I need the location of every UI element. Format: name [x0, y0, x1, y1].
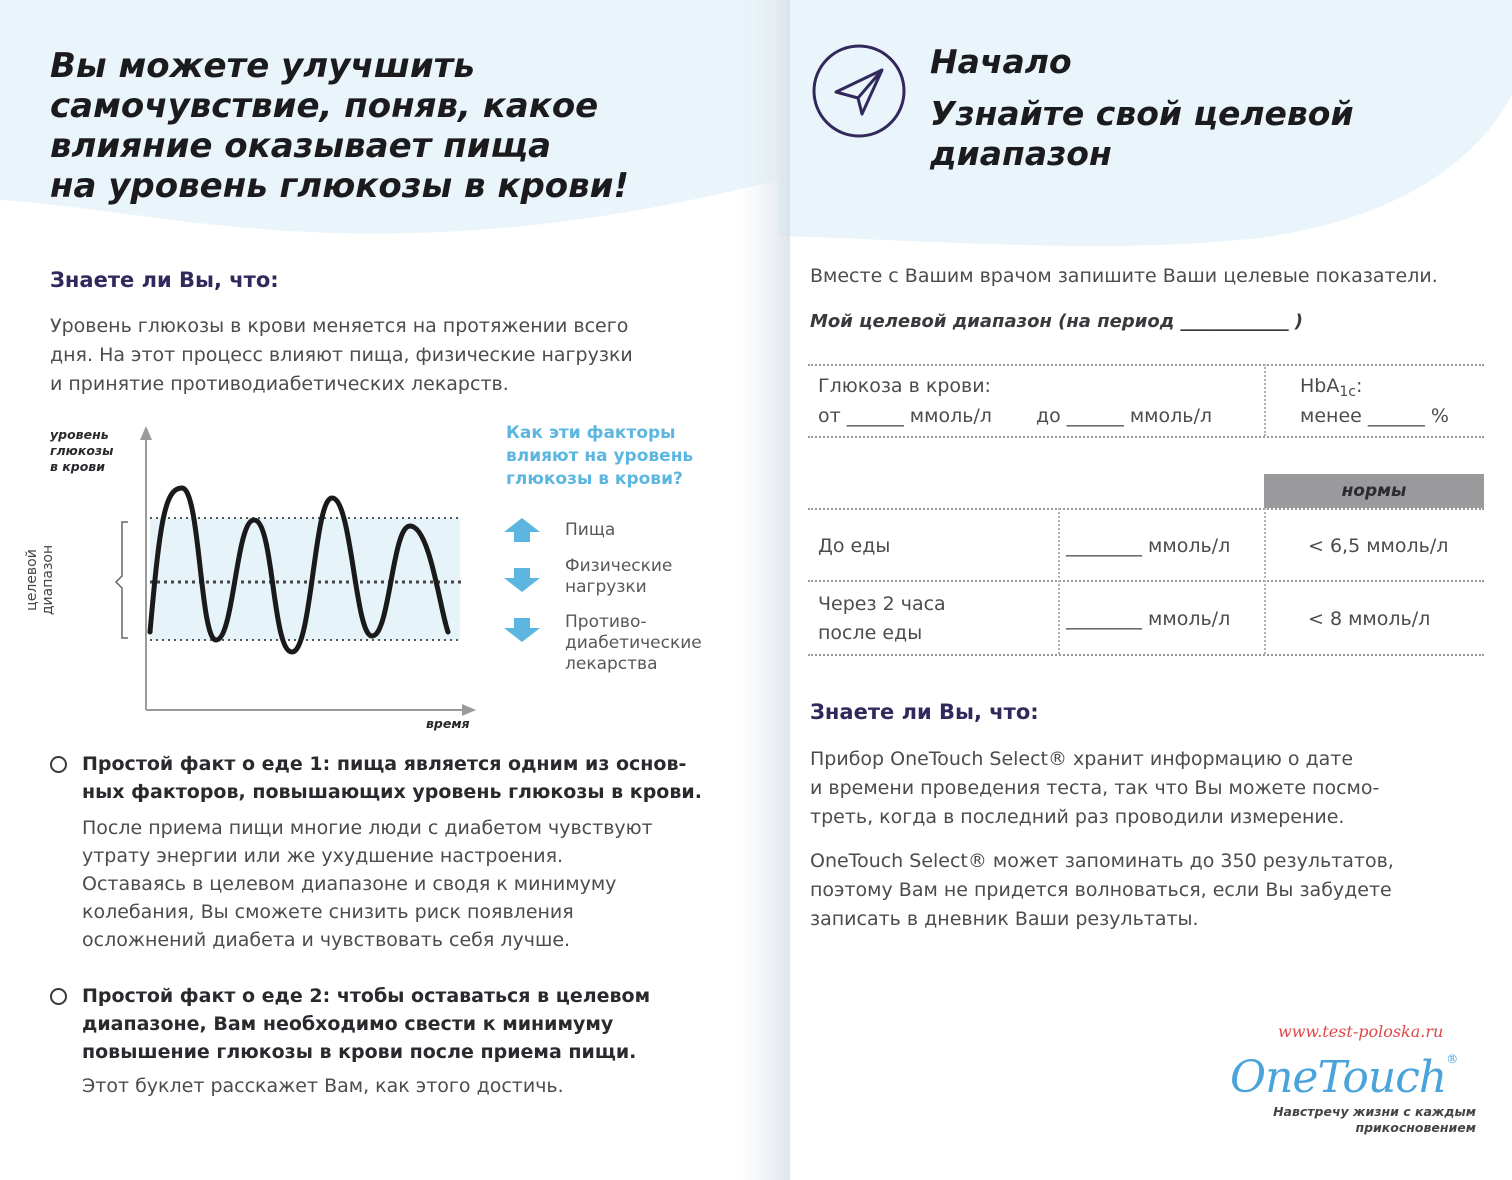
factor-label: Противо- — [565, 612, 647, 632]
question-line: влияют на уровень — [506, 446, 694, 466]
row-label: До еды — [818, 535, 891, 557]
x-axis-arrow — [462, 704, 476, 716]
tagline-line: прикосновением — [1355, 1120, 1476, 1135]
fact-body-line: утрату энергии или же ухудшение настроения. — [82, 845, 564, 867]
brand-tagline — [1258, 1104, 1476, 1136]
paragraph-line: OneTouch Select® может запоминать до 350 результатов, — [810, 850, 1394, 872]
intro-line: дня. На этот процесс влияют пища, физические нагрузки — [50, 344, 633, 366]
norms-header: нормы — [1264, 474, 1484, 508]
website-link[interactable]: www.test-poloska.ru — [1278, 1022, 1444, 1041]
headline-line: самочувствие, поняв, какое — [50, 86, 599, 126]
glucose-label: Глюкоза в крови: — [818, 375, 991, 397]
fact-title-line: ных факторов, повышающих уровень глюкозы в крови. — [82, 781, 702, 803]
factor-label: Физические — [565, 556, 673, 576]
fact-body — [82, 1072, 742, 1100]
circle-bullet-icon — [50, 756, 67, 773]
fact-body-line: колебания, Вы сможете снизить риск появления — [82, 901, 574, 923]
hba1c-text: HbA — [1300, 375, 1340, 397]
factor-medication — [565, 612, 702, 675]
fact-body-line: Этот буклет расскажет Вам, как этого достичь. — [82, 1075, 564, 1097]
row-label-line: после еды — [818, 622, 923, 644]
fact-body-line: После приема пищи многие люди с диабетом чувствуют — [82, 817, 653, 839]
row-norm: < 6,5 ммоль/л — [1308, 535, 1449, 557]
table-divider — [808, 654, 1484, 656]
headline-line: диапазон — [930, 134, 1112, 173]
intro-line: и принятие противодиабетических лекарств. — [50, 373, 509, 395]
factor-label: Пища — [565, 520, 616, 540]
hba1c-subscript: 1c — [1339, 384, 1356, 400]
factor-label: лекарства — [565, 654, 658, 674]
arrow-down-icon — [502, 616, 542, 644]
intro-line: Уровень глюкозы в крови меняется на протяжении всего — [50, 315, 629, 337]
fact-body — [82, 814, 742, 954]
x-axis-label: время — [426, 716, 470, 731]
fact-title-line: диапазоне, Вам необходимо свести к минимуму — [82, 1013, 614, 1035]
headline-line: Начало — [930, 42, 1072, 81]
factor-label: диабетические — [565, 633, 702, 653]
headline-line: влияние оказывает пища — [50, 126, 552, 166]
question-line: Как эти факторы — [506, 423, 676, 443]
paragraph-line: и времени проведения теста, так что Вы можете посмо- — [810, 777, 1380, 799]
range-bracket — [116, 522, 128, 638]
table-divider — [808, 580, 1484, 582]
table-divider — [808, 436, 1484, 438]
hba1c-value: менее ______ % — [1300, 405, 1449, 427]
fact-title-line: Простой факт о еде 1: пища является одним из основ- — [82, 753, 687, 775]
paragraph-line: поэтому Вам не придется волноваться, если Вы забудете — [810, 879, 1392, 901]
paragraph-line: треть, когда в последний раз проводили измерение. — [810, 806, 1345, 828]
fact-title — [82, 982, 742, 1066]
cursor-arrow-icon — [810, 42, 908, 140]
hba1c-colon: : — [1355, 375, 1363, 397]
row-norm: < 8 ммоль/л — [1308, 608, 1431, 630]
intro-paragraph — [50, 312, 633, 399]
table-divider — [1264, 508, 1266, 654]
fact-title-line: Простой факт о еде 2: чтобы оставаться в целевом — [82, 985, 651, 1007]
range-label-line: целевой — [24, 549, 40, 611]
row-label-line: Через 2 часа — [818, 593, 946, 615]
circle-bullet-icon — [50, 988, 67, 1005]
factor-food — [565, 520, 615, 541]
table-divider — [808, 508, 1484, 510]
memory-paragraph-1 — [810, 745, 1379, 832]
range-label-line: диапазон — [40, 544, 56, 616]
fact-title — [82, 750, 742, 806]
headline-line: Узнайте свой целевой — [930, 94, 1354, 133]
fact-body-line: Оставаясь в целевом диапазоне и сводя к минимуму — [82, 873, 617, 895]
glucose-from: от ______ ммоль/л — [818, 405, 992, 427]
memory-paragraph-2 — [810, 847, 1394, 934]
table-divider — [1058, 508, 1060, 654]
factor-label: нагрузки — [565, 577, 647, 597]
left-headline — [50, 46, 730, 206]
row-value: ________ ммоль/л — [1066, 535, 1231, 557]
paragraph-line: Прибор OneTouch Select® хранит информацию о дате — [810, 748, 1354, 770]
glucose-to: до ______ ммоль/л — [1036, 405, 1213, 427]
factor-exercise — [565, 556, 672, 598]
intro-text: Вместе с Вашим врачом запишите Ваши целевые показатели. — [810, 265, 1438, 287]
did-you-know-title: Знаете ли Вы, что: — [810, 700, 1039, 724]
row-label — [818, 590, 946, 648]
fact-body-line: осложнений диабета и чувствовать себя лучше. — [82, 929, 571, 951]
table-divider — [1264, 364, 1266, 436]
target-range-line: Мой целевой диапазон (на период ____________ ) — [810, 311, 1304, 332]
table-divider — [808, 364, 1484, 366]
arrow-down-icon — [502, 566, 542, 594]
y-axis-label-line: в крови — [50, 459, 105, 474]
row-value: ________ ммоль/л — [1066, 608, 1231, 630]
booklet-spine — [740, 0, 790, 1180]
fact-title-line: повышение глюкозы в крови после приема пищи. — [82, 1041, 637, 1063]
logo-registered-mark: ® — [1446, 1052, 1458, 1066]
y-axis-arrow — [140, 426, 152, 440]
y-axis-label-line: уровень — [50, 427, 109, 442]
paragraph-line: записать в дневник Ваши результаты. — [810, 908, 1199, 930]
y-axis-label — [50, 427, 113, 475]
factors-question — [506, 422, 716, 491]
onetouch-logo — [1230, 1052, 1457, 1103]
arrow-up-icon — [502, 516, 542, 544]
y-axis-label-line: глюкозы — [50, 443, 114, 458]
headline-line: на уровень глюкозы в крови! — [50, 166, 629, 206]
tagline-line: Навстречу жизни с каждым — [1273, 1104, 1476, 1119]
right-page — [778, 0, 1512, 1180]
range-label — [24, 520, 56, 640]
headline-line: Вы можете улучшить — [50, 46, 475, 86]
question-line: глюкозы в крови? — [506, 469, 683, 489]
did-you-know-title: Знаете ли Вы, что: — [50, 268, 279, 292]
logo-text: OneTouch — [1230, 1052, 1447, 1103]
right-headline — [930, 42, 1490, 186]
